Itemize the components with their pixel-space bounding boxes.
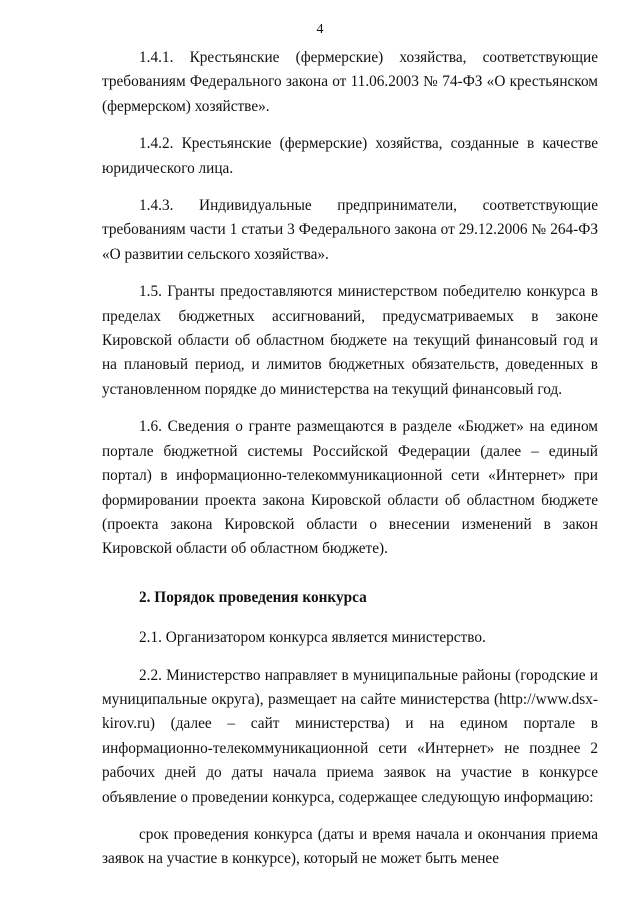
document-body <box>102 46 598 872</box>
paragraph-1-6: 1.6. Сведения о гранте размещаются в разделе «Бюджет» на едином портале бюджетной системы Российской Федерации (далее – единый портал) в информационно-телекоммуникационной сети «Интернет» при формировании проекта закона Кировской области об областном бюджете (проекта закона Кировской области о внесении изменений в закон Кировской области об областном бюджете). <box>102 418 598 558</box>
page-number: 4 <box>316 22 324 37</box>
paragraph-term: срок проведения конкурса (даты и время начала и окончания приема заявок на участие в конкурсе), который не может быть менее <box>102 825 598 868</box>
paragraph-1-4-1: 1.4.1. Крестьянские (фермерские) хозяйства, соответствующие требованиям Федерального закона от 11.06.2003 № 74-ФЗ «О крестьянском (фермерском) хозяйстве». <box>102 49 598 115</box>
paragraph-2-1: 2.1. Организатором конкурса является министерство. <box>139 629 486 647</box>
paragraph-2-2: 2.2. Министерство направляет в муниципальные районы (городские и муниципальные округа), размещает на сайте министерства (http://www.dsx-kirov.ru) (далее – сайт министерства) и на едином портале в информационно-телекоммуникационной сети «Интернет» не позднее 2 рабочих дней до даты начала приема заявок на участие в конкурсе объявление о проведении конкурса, содержащее следующую информацию: <box>102 666 598 806</box>
section-heading: 2. Порядок проведения конкурса <box>139 588 367 606</box>
paragraph-1-4-2: 1.4.2. Крестьянские (фермерские) хозяйства, созданные в качестве юридического лица. <box>102 135 598 177</box>
paragraph-1-4-3: 1.4.3. Индивидуальные предприниматели, соответствующие требованиям части 1 статьи 3 Федерального закона от 29.12.2006 № 264-ФЗ «О развитии сельского хозяйства». <box>102 197 598 263</box>
paragraph-1-5: 1.5. Гранты предоставляются министерством победителю конкурса в пределах бюджетных ассигнований, предусматриваемых в законе Кировской области об областном бюджете на текущий финансовый год и на плановый период, и лимитов бюджетных обязательств, доведенных в установленном порядке до министерства на текущий финансовый год. <box>102 283 598 398</box>
